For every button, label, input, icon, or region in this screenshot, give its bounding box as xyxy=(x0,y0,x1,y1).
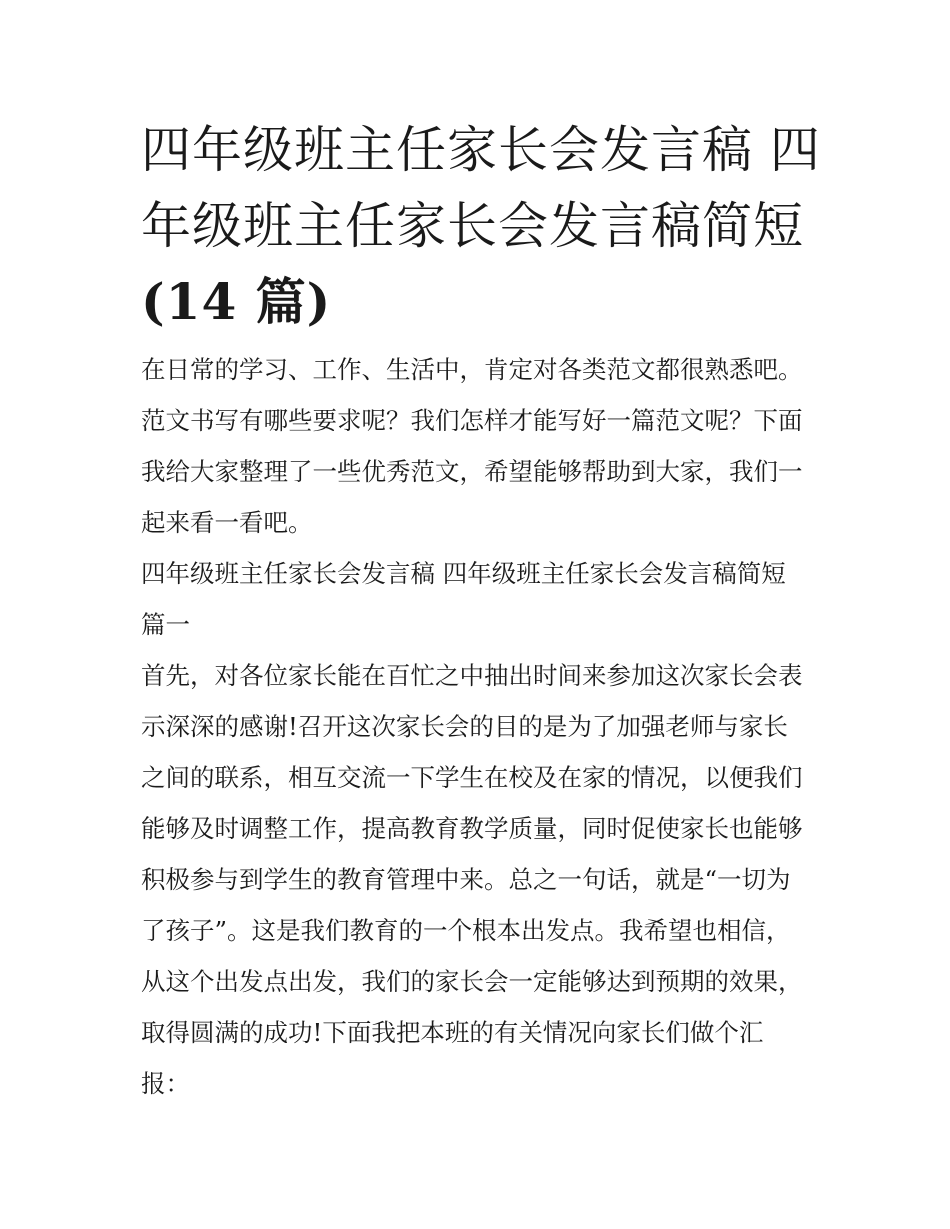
section-heading xyxy=(141,548,816,650)
text-line: 从这个出发点出发，我们的家长会一定能够达到预期的效果， xyxy=(141,967,803,996)
title-line: 四年级班主任家长会发言稿 四 xyxy=(141,121,821,179)
text-line: 报： xyxy=(141,1069,190,1098)
title-line: 年级班主任家长会发言稿简短 xyxy=(141,197,804,255)
text-line: 起来看一看吧。 xyxy=(141,508,313,537)
text-line: 我给大家整理了一些优秀范文，希望能够帮助到大家，我们一 xyxy=(141,457,803,486)
document-title xyxy=(141,112,821,340)
text-line: 范文书写有哪些要求呢？我们怎样才能写好一篇范文呢？下面 xyxy=(141,406,803,435)
text-line: 取得圆满的成功!下面我把本班的有关情况向家长们做个汇 xyxy=(141,1018,764,1047)
text-line: 四年级班主任家长会发言稿 四年级班主任家长会发言稿简短 xyxy=(141,559,786,588)
text-line: 示深深的感谢!召开这次家长会的目的是为了加强老师与家长 xyxy=(141,712,788,741)
text-line: 能够及时调整工作，提高教育教学质量，同时促使家长也能够 xyxy=(141,814,803,843)
document-content xyxy=(141,112,821,1109)
text-line: 之间的联系，相互交流一下学生在校及在家的情况，以便我们 xyxy=(141,763,803,792)
text-line: 首先，对各位家长能在百忙之中抽出时间来参加这次家长会表 xyxy=(141,661,803,690)
text-line: 在日常的学习、工作、生活中，肯定对各类范文都很熟悉吧。 xyxy=(141,355,803,384)
text-line: 篇一 xyxy=(141,610,190,639)
text-line: 了孩子”。这是我们教育的一个根本出发点。我希望也相信， xyxy=(141,916,791,945)
text-line: 积极参与到学生的教育管理中来。总之一句话，就是“一切为 xyxy=(141,865,791,894)
title-line: (14 篇) xyxy=(141,272,332,331)
intro-paragraph xyxy=(141,344,816,548)
body-paragraph xyxy=(141,650,816,1109)
